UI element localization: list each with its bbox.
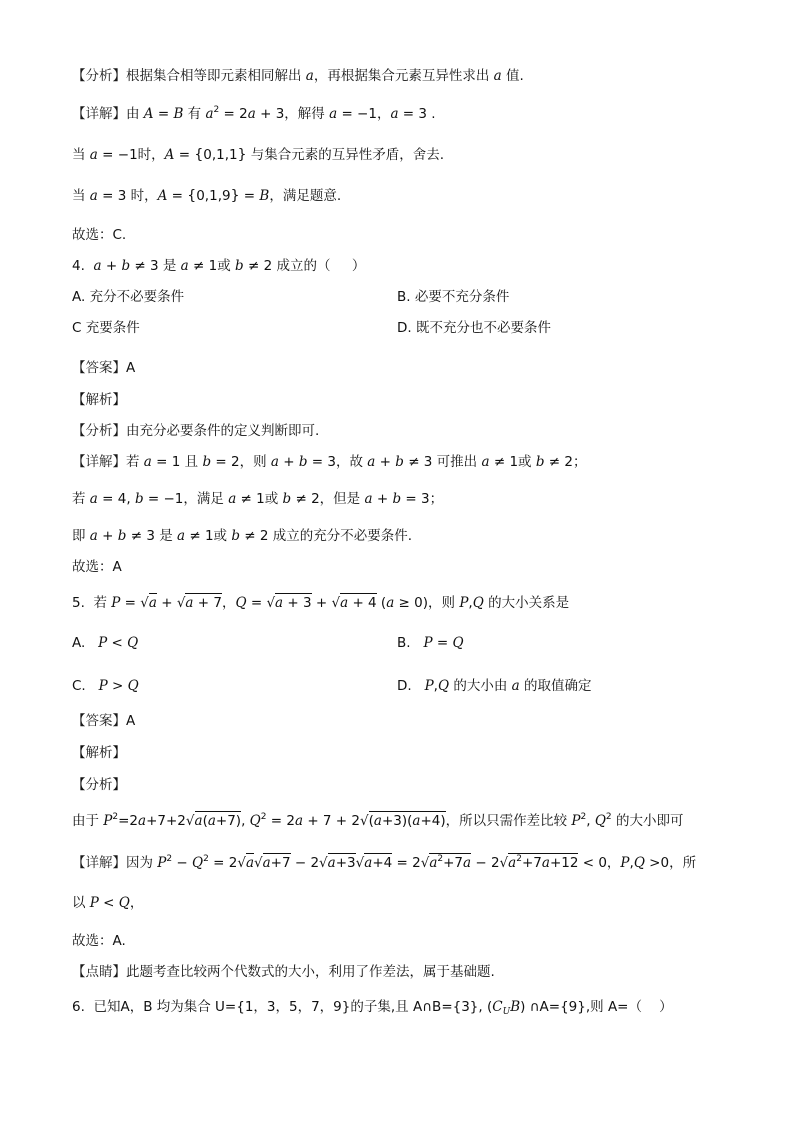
q5-analysis-line: 由于 $P^2=2a+7+2√a(a+7)$, $Q^2 = 2a + 7 + 2√(a+3)(a+4)$，所以只需作差比较 $P^2$, $Q^2$ 的大小即可	[72, 812, 684, 829]
q4-option-c: C 充要条件	[72, 320, 140, 336]
q5-comment: 【点睛】此题考查比较两个代数式的大小，利用了作差法，属于基础题.	[72, 964, 495, 980]
q4-option-d: D. 既不充分也不必要条件	[397, 320, 551, 336]
q5-answer: 【答案】A	[72, 713, 136, 729]
detail-tag: 【详解】	[72, 106, 126, 122]
q4-stem: 4. a + b ≠ 3 是 a ≠ 1或 b ≠ 2 成立的（ ）	[72, 258, 366, 274]
q5-option-c: C. P > Q	[72, 678, 139, 694]
q6-stem: 6. 已知A，B 均为集合 U={1，3，5，7，9}的子集,且 A∩B={3}, $(C_UB)$ ∩A={9},则 A=（ ）	[72, 999, 673, 1017]
q5-choice: 故选：A.	[72, 933, 126, 949]
q5-option-d: D. P,Q 的大小由 a 的取值确定	[397, 678, 592, 694]
q5-analysis-tag: 【分析】	[72, 777, 126, 793]
q4-option-a: A. 充分不必要条件	[72, 289, 185, 305]
q4-detail-line-3: 即 a + b ≠ 3 是 a ≠ 1或 b ≠ 2 成立的充分不必要条件.	[72, 528, 413, 544]
q4-answer: 【答案】A	[72, 360, 136, 376]
q5-option-a: A. P < Q	[72, 635, 139, 651]
comment-tag: 【点睛】	[72, 964, 126, 980]
q4-choice: 故选：A	[72, 559, 122, 575]
q3-analysis: 【分析】根据集合相等即元素相同解出 a，再根据集合元素互异性求出 a 值.	[72, 68, 524, 84]
detail-tag: 【详解】	[72, 454, 126, 470]
q4-jiexi-tag: 【解析】	[72, 392, 126, 408]
q4-detail-line-2: 若 a = 4, b = −1，满足 a ≠ 1或 b ≠ 2，但是 a + b = 3；	[72, 491, 444, 507]
q3-choice: 故选：C.	[72, 227, 127, 243]
detail-tag: 【详解】	[72, 855, 126, 871]
q3-detail-line-3: 当 a = 3 时，A = {0,1,9} = B，满足题意.	[72, 188, 342, 204]
q4-analysis: 【分析】由充分必要条件的定义判断即可.	[72, 423, 320, 439]
analysis-tag: 【分析】	[72, 423, 126, 439]
q5-detail-line-2: 以 P < Q，	[72, 895, 144, 911]
answer-tag: 【答案】	[72, 713, 126, 729]
q5-detail-line-1: 【详解】因为 $P^2 - Q^2 = 2√a√a+7 - 2√a+3√a+4 = 2√a^2+7a - 2√a^2+7a+12 < 0$，P,Q >0，所	[72, 854, 697, 871]
q5-option-b: B. P = Q	[397, 635, 464, 651]
q5-jiexi-tag: 【解析】	[72, 745, 126, 761]
q3-detail-line-2: 当 a = −1时，A = {0,1,1} 与集合元素的互异性矛盾，舍去.	[72, 147, 445, 163]
q5-stem: 5. 若 P = √a + √a + 7，Q = √a + 3 + √a + 4 (a ≥ 0)，则 P,Q 的大小关系是	[72, 595, 570, 611]
q4-detail-line-1: 【详解】若 a = 1 且 b = 2，则 a + b = 3，故 a + b ≠ 3 可推出 a ≠ 1或 b ≠ 2；	[72, 454, 587, 470]
q3-detail-line-1: 【详解】由 A = B 有 $a^2 = 2a + 3$，解得 a = −1，a = 3 .	[72, 105, 436, 122]
analysis-tag: 【分析】	[72, 68, 126, 84]
q4-option-b: B. 必要不充分条件	[397, 289, 510, 305]
answer-tag: 【答案】	[72, 360, 126, 376]
